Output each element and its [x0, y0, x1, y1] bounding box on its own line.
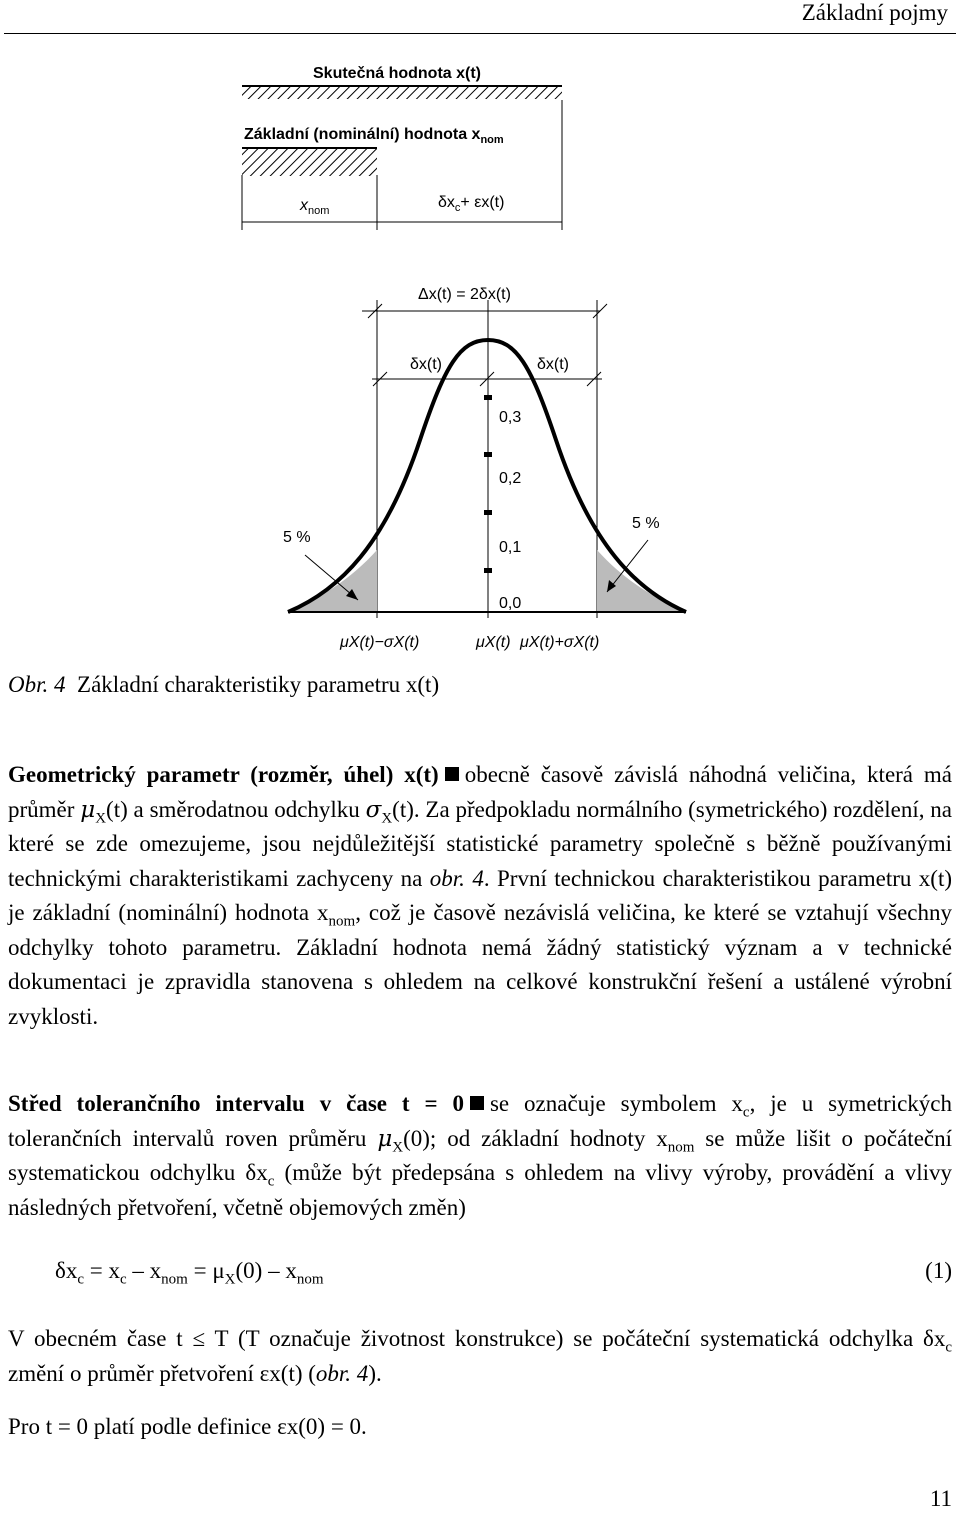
para2-text-4: se může lišit o počáteční systematickou odchylku δx — [8, 1125, 953, 1185]
para2-text-3: (0); od základní hodnoty x — [403, 1125, 668, 1151]
equation-1 — [55, 1258, 324, 1288]
eq-lhs: δx — [55, 1258, 78, 1283]
shift-label-sub: c — [454, 202, 461, 214]
xnom-label-sub: nom — [308, 205, 330, 217]
para3-text-1: V obecném čase t ≤ T (T označuje životnost konstrukce) se počáteční systematická odchylka δx — [8, 1326, 946, 1351]
tick-label-00: 0,0 — [499, 595, 522, 612]
svg-text:Základní (nominální) hodnota x — [244, 126, 504, 146]
eq-mid1-sub: c — [120, 1271, 127, 1288]
para2-text-1: se označuje symbolem x — [489, 1091, 743, 1116]
svg-text:xnom — [299, 197, 329, 217]
paragraph-general-time — [8, 1322, 952, 1391]
para1-text-1: obecně časově závislá náhodná veličina, která má průměr — [8, 762, 952, 822]
eq-mid2-sub: nom — [161, 1271, 188, 1288]
eq-lhs-sub: c — [77, 1271, 85, 1288]
right-tail-area — [597, 550, 686, 612]
para1-figure-ref: obr. 4 — [429, 865, 484, 891]
eq-mid1: = x — [84, 1258, 120, 1283]
para1-text-2: (t) a směrodatnou odchylku — [106, 796, 366, 822]
para3-figure-ref: obr. 4 — [315, 1360, 369, 1386]
para3-text-3: ). — [368, 1360, 382, 1386]
delta-left-label: δx(t) — [410, 356, 443, 373]
para1-text-4: . První technickou charakteristikou parametru x(t) je základní (nominální) hodnota x — [8, 865, 953, 925]
para1-sigma-sub: X — [381, 810, 393, 827]
xnom-label: x — [300, 197, 308, 214]
para1-nom-sub: nom — [328, 913, 356, 930]
tick-label-02: 0,2 — [499, 470, 522, 487]
tolerance-center-term: Střed tolerančního intervalu v čase t = 0 — [8, 1091, 464, 1116]
para1-mu-sub: X — [95, 810, 107, 827]
para1-text-5: , což je časově nezávislá veličina, ke které se vztahují všechny odchylky tohoto parametru. Základní hodnota nemá žádný statistický význam a v technické dokumentaci je zpravidla stanovena s ohledem na celkové konstrukční řešení a ustálené výrobní zvyklosti. — [8, 900, 952, 1029]
equation-number: (1) — [925, 1258, 952, 1283]
tick-label-03: 0,3 — [499, 409, 522, 426]
square-bullet-icon — [470, 1096, 484, 1110]
para2-c-sub: c — [742, 1104, 750, 1121]
shift-label-rest: + εx(t) — [460, 194, 505, 211]
para1-text-3: (t). Za předpokladu normálního (symetrického) rozdělení, na které se zde omezujeme, jsou nejdůležitější statistické parametry společně s běžně používanými technickými charakteristikami zachyceny na — [8, 796, 952, 891]
pct-left-label: 5 % — [283, 529, 311, 546]
para2-mu: μ — [377, 1125, 393, 1152]
delta-right-label: δx(t) — [537, 356, 570, 373]
page-number: 11 — [929, 1486, 952, 1511]
range-label: Δx(t) = 2δx(t) — [418, 286, 511, 303]
actual-value-bar — [242, 86, 562, 99]
figure-caption — [8, 672, 439, 698]
para1-sigma: σ — [365, 796, 382, 823]
actual-value-label: Skutečná hodnota x(t) — [313, 65, 482, 82]
paragraph-definition: Pro t = 0 platí podle definice εx(0) = 0. — [8, 1414, 367, 1439]
axis-label-right: μX(t)+σX(t) — [520, 634, 600, 651]
nominal-value-bar — [242, 148, 377, 176]
tick-label-01: 0,1 — [499, 539, 522, 556]
para3-text-2: změní o průměr přetvoření εx(t) ( — [8, 1360, 316, 1386]
eq-mid3-sub: X — [224, 1271, 236, 1288]
left-tail-area — [288, 550, 377, 612]
square-bullet-icon — [445, 767, 459, 781]
shift-label: δx — [438, 194, 455, 211]
para3-c-sub: c — [945, 1339, 952, 1356]
nominal-value-label-sub: nom — [480, 134, 504, 146]
para1-mu: μ — [80, 796, 96, 823]
figure-caption-text: Základní charakteristiky parametru x(t) — [77, 672, 440, 697]
figure-caption-prefix: Obr. 4 — [8, 672, 66, 697]
para2-nom-sub: nom — [667, 1139, 695, 1156]
para2-mu-sub: X — [392, 1139, 404, 1156]
nominal-value-label: Základní (nominální) hodnota x — [244, 126, 481, 143]
eq-mid2: – x — [126, 1258, 162, 1283]
axis-label-left: μX(t)−σX(t) — [340, 634, 420, 651]
svg-text:δxc+ εx(t) — [438, 194, 504, 214]
para2-text-2: , je u symetrických tolerančních intervalů roven průměru — [8, 1091, 953, 1151]
tolerance-figure — [0, 0, 960, 670]
paragraph-geometric-parameter — [8, 758, 952, 1034]
eq-mid4: (0) – x — [235, 1258, 297, 1283]
eq-mid4-sub: nom — [296, 1271, 324, 1288]
para2-c2-sub: c — [267, 1173, 275, 1190]
paragraph-tolerance-center — [8, 1087, 952, 1225]
geometric-parameter-term: Geometrický parametr (rozměr, úhel) x(t) — [8, 762, 439, 787]
eq-mid3: = μ — [187, 1258, 225, 1283]
pct-right-label: 5 % — [632, 515, 660, 532]
para2-text-5: (může být předepsána s ohledem na vlivy výroby, provádění a vlivy následných přetvoření, včetně objemových změn) — [8, 1160, 953, 1220]
running-header: Základní pojmy — [801, 0, 948, 25]
axis-label-mid: μX(t) — [476, 634, 511, 651]
